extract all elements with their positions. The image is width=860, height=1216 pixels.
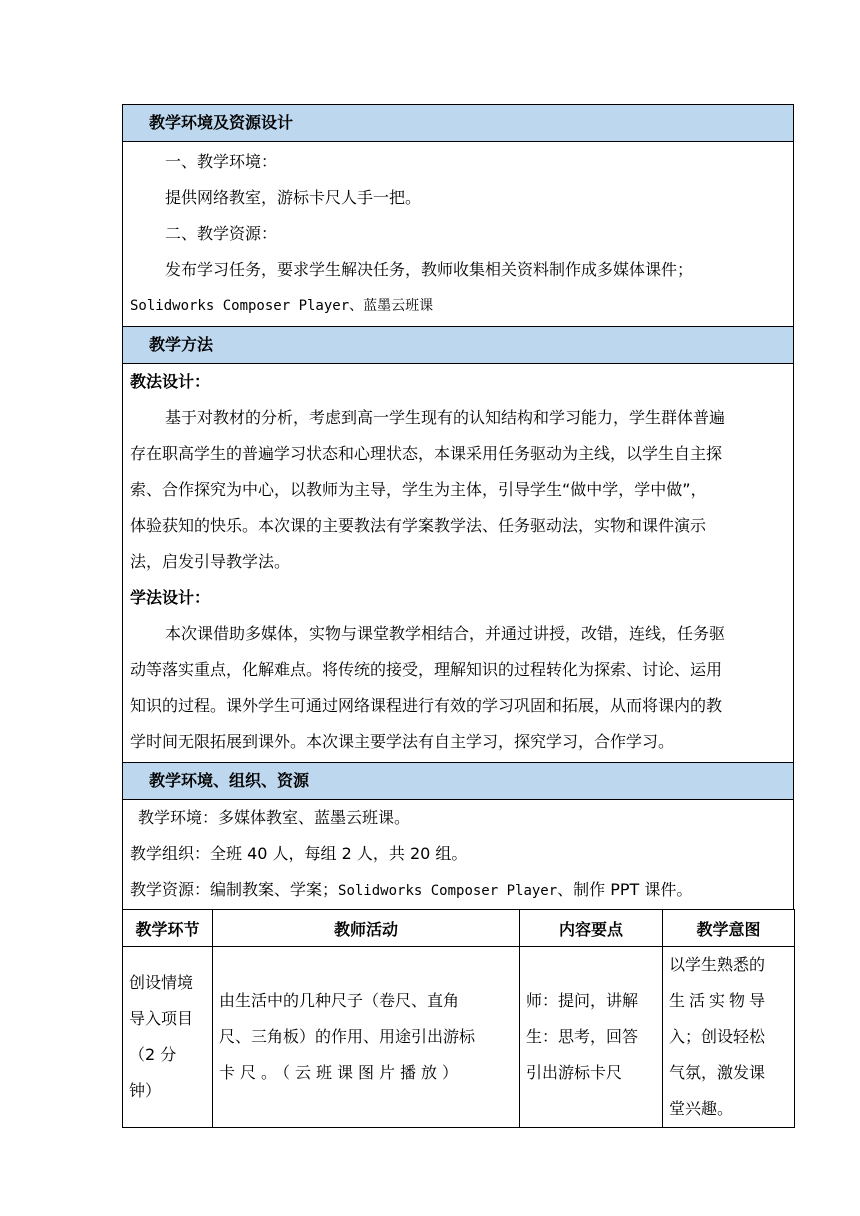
learning-method-line: 学时间无限拓展到课外。本次课主要学法有自主学习，探究学习，合作学习。 [130,732,675,751]
column-header: 内容要点 [520,910,663,947]
organization-line: 教学组织：全班 40 人，每组 2 人，共 20 组。 [130,844,468,863]
teaching-method-line: 法，启发引导教学法。 [130,552,291,571]
resource-title: 二、教学资源： [165,224,278,243]
teaching-method-line: 索、合作探究为中心，以教师为主导，学生为主体，引导学生“做中学，学中做”， [130,480,707,499]
content-points-cell: 师：提问，讲解 生：思考，回答 引出游标卡尺 [520,947,663,1128]
section-teaching-methods [122,326,794,762]
section-heading: 教学方法 [123,327,793,364]
column-header: 教师活动 [213,910,520,947]
env-title: 一、教学环境： [165,152,278,171]
teaching-method-subheading: 教法设计： [130,372,211,391]
column-header: 教学环节 [123,910,213,947]
learning-method-line: 动等落实重点，化解难点。将传统的接受，理解知识的过程转化为探索、讨论、运用 [130,660,723,679]
document-page [122,104,794,1128]
resource-software: Solidworks Composer Player、蓝墨云班课 [130,298,434,314]
learning-method-subheading: 学法设计： [130,588,211,607]
env-desc: 提供网络教室，游标卡尺人手一把。 [165,188,422,207]
learning-method-line: 知识的过程。课外学生可通过网络课程进行有效的学习巩固和拓展，从而将课内的教 [130,696,723,715]
teaching-intent-cell: 以学生熟悉的 生活实物导 入；创设轻松 气氛，激发课 堂兴趣。 [663,947,795,1128]
section-environment-resources [122,104,794,326]
environment-line: 教学环境：多媒体教室、蓝墨云班课。 [138,808,411,827]
teaching-method-line: 体验获知的快乐。本次课的主要教法有学案教学法、任务驱动法，实物和课件演示 [130,516,707,535]
section-heading: 教学环境及资源设计 [123,105,793,142]
teacher-activity-cell: 由生活中的几种尺子（卷尺、直角 尺、三角板）的作用、用途引出游标 卡尺。（云班课图片播放） [213,947,520,1128]
teaching-method-line: 基于对教材的分析，考虑到高一学生现有的认知结构和学习能力，学生群体普遍 [165,408,726,427]
teaching-method-line: 存在职高学生的普遍学习状态和心理状态，本课采用任务驱动为主线，以学生自主探 [130,444,723,463]
learning-method-line: 本次课借助多媒体，实物与课堂教学相结合，并通过讲授，改错，连线，任务驱 [165,624,726,643]
section-environment-organization [122,762,794,909]
section-heading: 教学环境、组织、资源 [123,763,793,800]
lesson-table [122,909,795,1128]
table-row [123,947,795,1128]
column-header: 教学意图 [663,910,795,947]
resource-desc: 发布学习任务，要求学生解决任务，教师收集相关资料制作成多媒体课件； [165,260,694,279]
stage-cell: 创设情境 导入项目 （2 分 钟） [123,947,213,1128]
resources-line: 教学资源：编制教案、学案；Solidworks Composer Player、制作 PPT 课件。 [130,880,693,899]
table-header-row [123,910,795,947]
